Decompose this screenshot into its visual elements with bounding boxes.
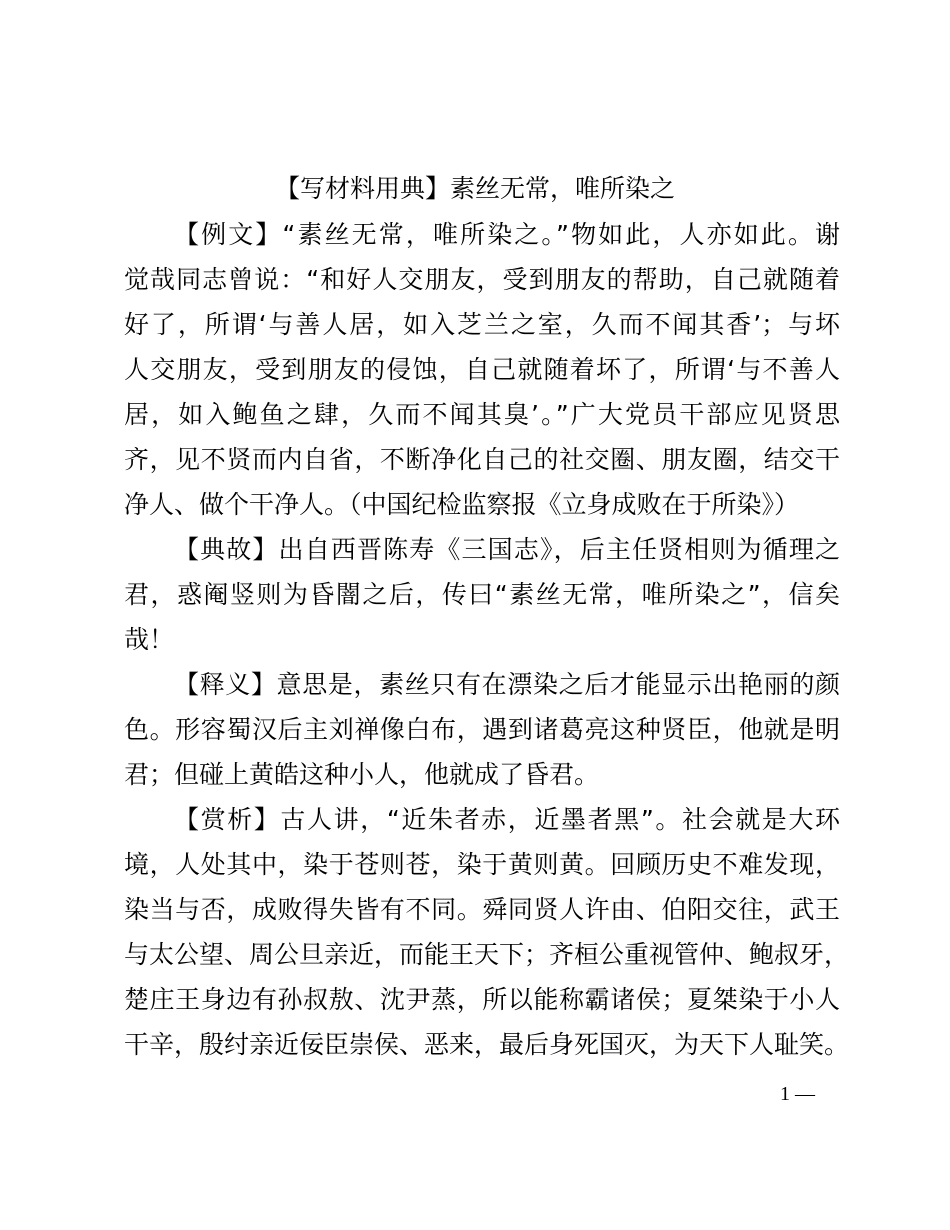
text-line: 染当与否，成败得失皆有不同。舜同贤人许由、伯阳交往，武王	[124, 895, 840, 924]
text-line: 好了，所谓‘与善人居，如入芝兰之室，久而不闻其香’；与坏	[124, 310, 840, 339]
paragraph-allusion	[124, 527, 840, 662]
text-line: 与太公望、周公旦亲近，而能王天下；齐桓公重视管仲、鲍叔牙，	[124, 940, 850, 969]
document-title: 【写材料用典】素丝无常，唯所染之	[274, 174, 675, 203]
paragraph-analysis	[124, 797, 850, 1067]
text-line: 【释义】意思是，素丝只有在漂染之后才能显示出艳丽的颜	[174, 670, 840, 699]
text-line: 干辛，殷纣亲近佞臣崇侯、恶来，最后身死国灭，为天下人耻笑。	[124, 1030, 850, 1059]
text-line: 境，人处其中，染于苍则苍，染于黄则黄。回顾历史不难发现，	[124, 850, 840, 879]
text-line: 君；但碰上黄皓这种小人，他就成了昏君。	[124, 760, 600, 789]
text-line: 【例文】“素丝无常，唯所染之。”物如此，人亦如此。谢	[174, 220, 840, 249]
text-line: 色。形容蜀汉后主刘禅像白布，遇到诸葛亮这种贤臣，他就是明	[124, 715, 840, 744]
text-line: 居，如入鲍鱼之肆，久而不闻其臭’。”广大党员干部应见贤思	[124, 400, 840, 429]
document-body	[124, 212, 850, 1067]
text-line: 楚庄王身边有孙叔敖、沈尹蒸，所以能称霸诸侯；夏桀染于小人	[124, 985, 840, 1014]
text-line: 【典故】出自西晋陈寿《三国志》，后主任贤相则为循理之	[174, 535, 840, 564]
text-line: 净人、做个干净人。（中国纪检监察报《立身成败在于所染》）	[124, 490, 800, 519]
text-line: 觉哉同志曾说：“和好人交朋友，受到朋友的帮助，自己就随着	[124, 265, 840, 294]
text-line: 【赏析】古人讲，“近朱者赤，近墨者黑”。社会就是大环	[174, 805, 840, 834]
text-line: 齐，见不贤而内自省，不断净化自己的社交圈、朋友圈，结交干	[124, 445, 840, 474]
text-line: 君，惑阉竖则为昏闇之后，传曰“素丝无常，唯所染之”，信矣	[124, 580, 840, 609]
text-line: 人交朋友，受到朋友的侵蚀，自己就随着坏了，所谓‘与不善人	[124, 355, 840, 384]
page-number: 1 —	[780, 1083, 815, 1105]
paragraph-example	[124, 212, 840, 527]
paragraph-meaning	[124, 662, 840, 797]
text-line: 哉！	[124, 625, 175, 654]
